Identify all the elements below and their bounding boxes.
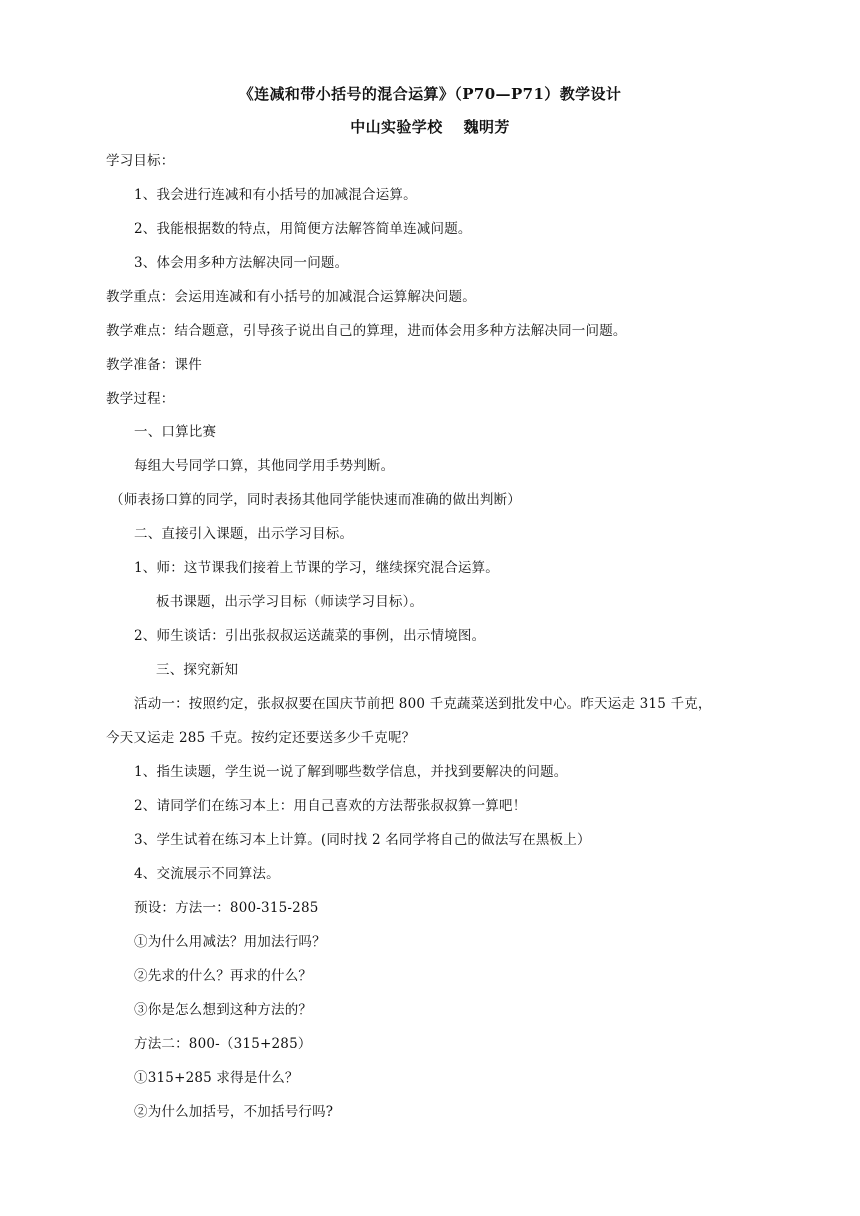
objective-item: 1、我会进行连减和有小括号的加减混合运算。 <box>134 187 417 203</box>
paragraph-line: 1、师：这节课我们接着上节课的学习，继续探究混合运算。 <box>134 560 499 576</box>
difficulty-point: 教学难点：结合题意，引导孩子说出自己的算理，进而体会用多种方法解决同一问题。 <box>106 323 627 339</box>
section-heading: 三、探究新知 <box>156 662 239 678</box>
method-line: 预设：方法一：800-315-285 <box>134 900 319 916</box>
process-heading: 教学过程： <box>106 391 175 407</box>
question-item: ②为什么加括号，不加括号行吗? <box>134 1104 334 1120</box>
section-heading: 二、直接引入课题，出示学习目标。 <box>134 526 354 542</box>
key-point: 教学重点：会运用连减和有小括号的加减混合运算解决问题。 <box>106 289 476 305</box>
paragraph-line: 板书课题，出示学习目标（师读学习目标）。 <box>156 594 424 610</box>
activity-text: 活动一：按照约定，张叔叔要在国庆节前把 800 千克蔬菜送到批发中心。昨天运走 315 千克， <box>134 696 712 712</box>
document-title: 《连减和带小括号的混合运算》（P70—P71）教学设计 <box>238 85 622 103</box>
paragraph-line: 每组大号同学口算，其他同学用手势判断。 <box>134 458 395 474</box>
objectives-heading: 学习目标： <box>106 153 175 169</box>
question-item: ②先求的什么？再求的什么？ <box>134 968 313 984</box>
section-heading: 一、口算比赛 <box>134 424 217 440</box>
paragraph-line: 2、师生谈话：引出张叔叔运送蔬菜的事例，出示情境图。 <box>134 628 486 644</box>
step-item: 4、交流展示不同算法。 <box>134 866 280 882</box>
step-item: 1、指生读题，学生说一说了解到哪些数学信息，并找到要解决的问题。 <box>134 764 568 780</box>
objective-item: 3、体会用多种方法解决同一问题。 <box>134 255 349 271</box>
author-line: 中山实验学校 魏明芳 <box>350 118 510 136</box>
objective-item: 2、我能根据数的特点，用简便方法解答简单连减问题。 <box>134 221 472 237</box>
question-item: ①为什么用减法？用加法行吗？ <box>134 934 326 950</box>
paragraph-line: （师表扬口算的同学，同时表扬其他同学能快速而准确的做出判断） <box>110 492 521 508</box>
step-item: 3、学生试着在练习本上计算。(同时找 2 名同学将自己的做法写在黑板上） <box>134 832 591 848</box>
activity-text: 今天又运走 285 千克。按约定还要送多少千克呢？ <box>106 730 416 746</box>
step-item: 2、请同学们在练习本上：用自己喜欢的方法帮张叔叔算一算吧！ <box>134 798 527 814</box>
preparation: 教学准备：课件 <box>106 357 202 373</box>
method-line: 方法二：800-（315+285） <box>134 1036 312 1052</box>
question-item: ①315+285 求得是什么？ <box>134 1070 299 1086</box>
question-item: ③你是怎么想到这种方法的？ <box>134 1002 313 1018</box>
